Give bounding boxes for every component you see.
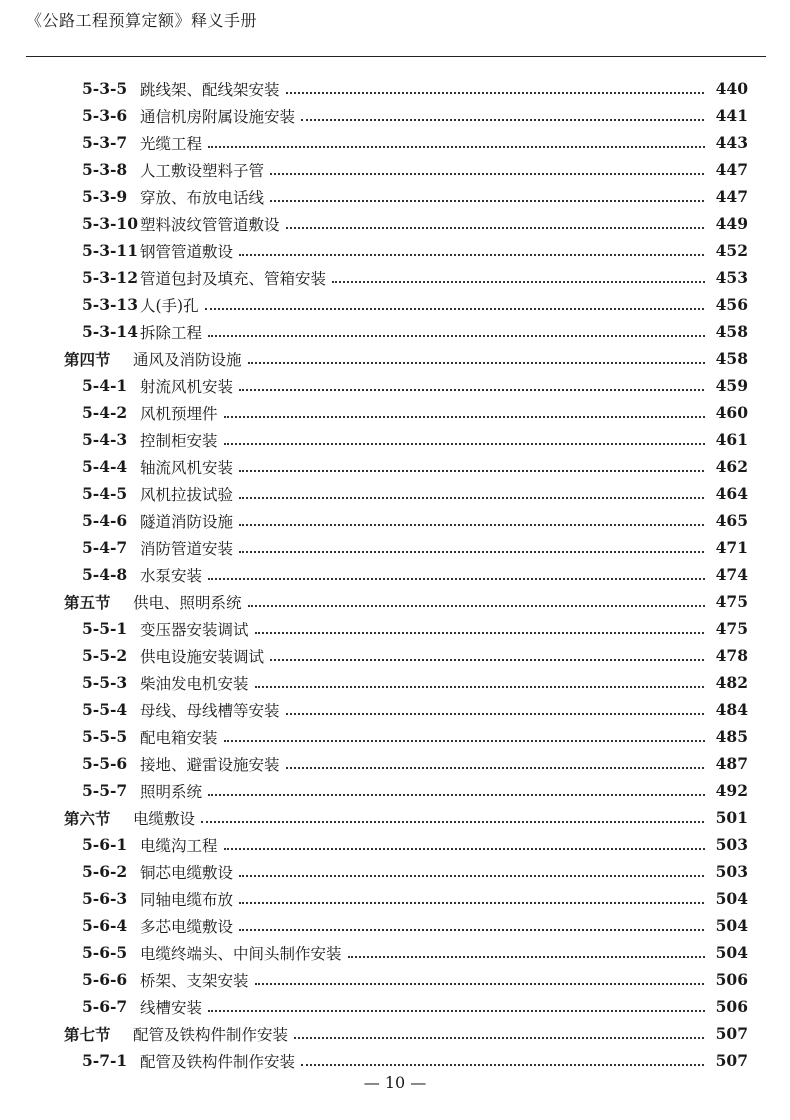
toc-dot-leader — [270, 171, 728, 175]
toc-entry-page: 452 — [705, 241, 748, 260]
toc-entry-page: 504 — [705, 889, 748, 908]
toc-entry-title: 穿放、布放电话线 — [140, 186, 268, 208]
toc-entry-title: 供电、照明系统 — [133, 591, 246, 613]
toc-entry-row[interactable] — [0, 237, 790, 264]
toc-entry-title: 母线、母线槽等安装 — [140, 699, 284, 721]
toc-entry-row[interactable] — [0, 210, 790, 237]
toc-entry-title: 配管及铁构件制作安装 — [133, 1023, 292, 1045]
toc-entry-number: 5-6-4 — [82, 916, 128, 935]
toc-entry-number: 5-5-3 — [82, 673, 128, 692]
toc-entry-row[interactable] — [0, 993, 790, 1020]
toc-entry-row[interactable] — [0, 507, 790, 534]
toc-entry-title: 变压器安装调试 — [140, 618, 253, 640]
toc-dot-leader — [248, 360, 728, 364]
toc-entry-row[interactable] — [0, 399, 790, 426]
toc-entry-number: 5-7-1 — [82, 1051, 128, 1070]
toc-entry-page: 449 — [705, 214, 748, 233]
toc-dot-leader — [348, 954, 728, 958]
toc-entry-number: 5-3-13 — [82, 295, 139, 314]
toc-entry-title: 轴流风机安装 — [140, 456, 237, 478]
toc-dot-leader — [332, 279, 728, 283]
toc-dot-leader — [239, 468, 728, 472]
toc-entry-row[interactable] — [0, 939, 790, 966]
toc-entry-title: 消防管道安装 — [140, 537, 237, 559]
toc-dot-leader — [270, 657, 728, 661]
toc-dot-leader — [224, 441, 728, 445]
toc-entry-number: 5-4-5 — [82, 484, 128, 503]
toc-entry-row[interactable] — [0, 453, 790, 480]
toc-entry-page: 503 — [705, 862, 748, 881]
toc-entry-number: 5-4-8 — [82, 565, 128, 584]
toc-entry-page: 482 — [705, 673, 748, 692]
toc-entry-number: 5-5-4 — [82, 700, 128, 719]
toc-entry-page: 504 — [705, 916, 748, 935]
toc-dot-leader — [208, 576, 728, 580]
toc-dot-leader — [301, 1062, 728, 1066]
toc-entry-title: 风机拉拔试验 — [140, 483, 237, 505]
toc-entry-page: 475 — [705, 592, 748, 611]
toc-entry-title: 供电设施安装调试 — [140, 645, 268, 667]
page-number: — 10 — — [363, 1073, 427, 1092]
header-rule — [26, 56, 766, 57]
toc-entry-number: 5-4-7 — [82, 538, 128, 557]
toc-entry-page: 464 — [705, 484, 748, 503]
toc-entry-number: 5-4-6 — [82, 511, 128, 530]
toc-entry-page: 484 — [705, 700, 748, 719]
toc-entry-page: 447 — [705, 160, 748, 179]
toc-entry-number: 5-6-7 — [82, 997, 128, 1016]
toc-entry-number: 5-4-4 — [82, 457, 128, 476]
toc-entry-title: 通信机房附属设施安装 — [140, 105, 299, 127]
toc-entry-number: 5-4-1 — [82, 376, 128, 395]
toc-dot-leader — [301, 117, 728, 121]
toc-entry-row[interactable] — [0, 696, 790, 723]
toc-dot-leader — [286, 90, 728, 94]
toc-entry-number: 5-3-11 — [82, 241, 139, 260]
toc-entry-page: 459 — [705, 376, 748, 395]
toc-entry-row[interactable] — [0, 966, 790, 993]
toc-entry-number: 5-5-2 — [82, 646, 128, 665]
toc-entry-row[interactable] — [0, 534, 790, 561]
toc-dot-leader — [224, 414, 728, 418]
toc-entry-number: 5-3-14 — [82, 322, 139, 341]
toc-entry-row[interactable] — [0, 1047, 790, 1074]
toc-entry-page: 504 — [705, 943, 748, 962]
toc-entry-row[interactable] — [0, 102, 790, 129]
toc-entry-number: 5-3-10 — [82, 214, 139, 233]
toc-entry-number: 5-5-7 — [82, 781, 128, 800]
toc-entry-title: 电缆沟工程 — [140, 834, 222, 856]
toc-entry-title: 照明系统 — [140, 780, 206, 802]
toc-dot-leader — [239, 549, 728, 553]
toc-entry-number: 第五节 — [64, 592, 111, 612]
toc-entry-title: 电缆敷设 — [133, 807, 199, 829]
toc-entry-title: 管道包封及填充、管箱安装 — [140, 267, 330, 289]
toc-entry-page: 441 — [705, 106, 748, 125]
toc-entry-number: 5-6-6 — [82, 970, 128, 989]
toc-dot-leader — [294, 1035, 728, 1039]
toc-entry-number: 5-6-5 — [82, 943, 128, 962]
toc-entry-number: 5-6-1 — [82, 835, 128, 854]
toc-entry-number: 5-5-5 — [82, 727, 128, 746]
toc-entry-title: 控制柜安装 — [140, 429, 222, 451]
toc-dot-leader — [239, 873, 728, 877]
toc-dot-leader — [239, 522, 728, 526]
toc-entry-number: 5-3-7 — [82, 133, 128, 152]
toc-dot-leader — [286, 711, 728, 715]
running-header: 《公路工程预算定额》释义手册 — [26, 11, 258, 30]
toc-entry-page: 474 — [705, 565, 748, 584]
toc-dot-leader — [239, 927, 728, 931]
toc-entry-page: 461 — [705, 430, 748, 449]
toc-entry-number: 5-3-5 — [82, 79, 128, 98]
toc-entry-title: 铜芯电缆敷设 — [140, 861, 237, 883]
toc-entry-number: 5-6-2 — [82, 862, 128, 881]
toc-entry-title: 电缆终端头、中间头制作安装 — [140, 942, 346, 964]
toc-entry-row[interactable] — [0, 615, 790, 642]
toc-dot-leader — [208, 792, 728, 796]
toc-entry-number: 5-3-6 — [82, 106, 128, 125]
toc-entry-number: 5-3-9 — [82, 187, 128, 206]
toc-entry-title: 拆除工程 — [140, 321, 206, 343]
toc-entry-number: 5-4-2 — [82, 403, 128, 422]
toc-entry-page: 462 — [705, 457, 748, 476]
toc-entry-page: 507 — [705, 1024, 748, 1043]
toc-entry-title: 射流风机安装 — [140, 375, 237, 397]
toc-entry-row[interactable] — [0, 129, 790, 156]
toc-entry-row[interactable] — [0, 264, 790, 291]
toc-entry-row[interactable] — [0, 480, 790, 507]
toc-entry-title: 配电箱安装 — [140, 726, 222, 748]
toc-entry-page: 492 — [705, 781, 748, 800]
toc-entry-row[interactable] — [0, 912, 790, 939]
toc-entry-row[interactable] — [0, 831, 790, 858]
toc-entry-title: 跳线架、配线架安装 — [140, 78, 284, 100]
toc-entry-row[interactable] — [0, 642, 790, 669]
toc-entry-title: 接地、避雷设施安装 — [140, 753, 284, 775]
toc-dot-leader — [224, 846, 728, 850]
toc-entry-row[interactable] — [0, 318, 790, 345]
toc-entry-row[interactable] — [0, 183, 790, 210]
toc-entry-number: 5-4-3 — [82, 430, 128, 449]
toc-entry-row[interactable] — [0, 885, 790, 912]
toc-entry-number: 第七节 — [64, 1024, 111, 1044]
toc-entry-title: 光缆工程 — [140, 132, 206, 154]
toc-entry-row[interactable] — [0, 750, 790, 777]
toc-entry-title: 塑料波纹管管道敷设 — [140, 213, 284, 235]
toc-dot-leader — [208, 1008, 728, 1012]
toc-entry-number: 5-3-8 — [82, 160, 128, 179]
toc-entry-page: 475 — [705, 619, 748, 638]
toc-entry-page: 458 — [705, 322, 748, 341]
toc-entry-title: 线槽安装 — [140, 996, 206, 1018]
toc-entry-page: 456 — [705, 295, 748, 314]
toc-entry-row[interactable] — [0, 75, 790, 102]
toc-entry-page: 506 — [705, 970, 748, 989]
toc-entry-page: 453 — [705, 268, 748, 287]
toc-entry-page: 460 — [705, 403, 748, 422]
toc-entry-title: 通风及消防设施 — [133, 348, 246, 370]
toc-dot-leader — [239, 495, 728, 499]
toc-dot-leader — [208, 144, 728, 148]
toc-entry-page: 458 — [705, 349, 748, 368]
toc-entry-page: 485 — [705, 727, 748, 746]
toc-dot-leader — [286, 765, 728, 769]
toc-dot-leader — [270, 198, 728, 202]
toc-dot-leader — [239, 900, 728, 904]
toc-dot-leader — [255, 684, 728, 688]
toc-dot-leader — [239, 252, 728, 256]
toc-entry-page: 507 — [705, 1051, 748, 1070]
toc-entry-page: 503 — [705, 835, 748, 854]
toc-entry-number: 5-5-1 — [82, 619, 128, 638]
toc-entry-number: 第六节 — [64, 808, 111, 828]
toc-entry-page: 487 — [705, 754, 748, 773]
toc-entry-page: 471 — [705, 538, 748, 557]
toc-entry-title: 水泵安装 — [140, 564, 206, 586]
toc-dot-leader — [248, 603, 728, 607]
toc-entry-row[interactable] — [0, 561, 790, 588]
toc-dot-leader — [205, 306, 728, 310]
toc-dot-leader — [286, 225, 728, 229]
toc-entry-page: 506 — [705, 997, 748, 1016]
toc-entry-title: 同轴电缆布放 — [140, 888, 237, 910]
toc-entry-row[interactable] — [0, 669, 790, 696]
toc-entry-page: 447 — [705, 187, 748, 206]
toc-entry-row[interactable] — [0, 156, 790, 183]
toc-entry-title: 人(手)孔 — [140, 294, 203, 316]
toc-entry-number: 5-3-12 — [82, 268, 139, 287]
toc-entry-title: 柴油发电机安装 — [140, 672, 253, 694]
toc-entry-page: 501 — [705, 808, 748, 827]
toc-entry-title: 人工敷设塑料子管 — [140, 159, 268, 181]
toc-dot-leader — [239, 387, 728, 391]
toc-entry-row[interactable] — [0, 858, 790, 885]
toc-entry-page: 478 — [705, 646, 748, 665]
toc-entry-page: 465 — [705, 511, 748, 530]
toc-dot-leader — [255, 630, 728, 634]
toc-entry-row[interactable] — [0, 426, 790, 453]
toc-dot-leader — [255, 981, 728, 985]
toc-entry-title: 多芯电缆敷设 — [140, 915, 237, 937]
toc-dot-leader — [224, 738, 728, 742]
toc-entry-page: 440 — [705, 79, 748, 98]
toc-dot-leader — [201, 819, 728, 823]
toc-entry-number: 5-6-3 — [82, 889, 128, 908]
toc-section-row[interactable] — [0, 804, 790, 831]
toc-entry-row[interactable] — [0, 723, 790, 750]
toc-entry-title: 桥架、支架安装 — [140, 969, 253, 991]
toc-entry-number: 5-5-6 — [82, 754, 128, 773]
toc-section-row[interactable] — [0, 1020, 790, 1047]
toc-section-row[interactable] — [0, 345, 790, 372]
toc-entry-page: 443 — [705, 133, 748, 152]
toc-entry-title: 配管及铁构件制作安装 — [140, 1050, 299, 1072]
toc-entry-title: 风机预埋件 — [140, 402, 222, 424]
toc-entry-row[interactable] — [0, 777, 790, 804]
toc-entry-number: 第四节 — [64, 349, 111, 369]
toc-entry-row[interactable] — [0, 372, 790, 399]
toc-entry-row[interactable] — [0, 291, 790, 318]
toc-entry-title: 钢管管道敷设 — [140, 240, 237, 262]
toc-dot-leader — [208, 333, 728, 337]
toc-entry-title: 隧道消防设施 — [140, 510, 237, 532]
toc-section-row[interactable] — [0, 588, 790, 615]
